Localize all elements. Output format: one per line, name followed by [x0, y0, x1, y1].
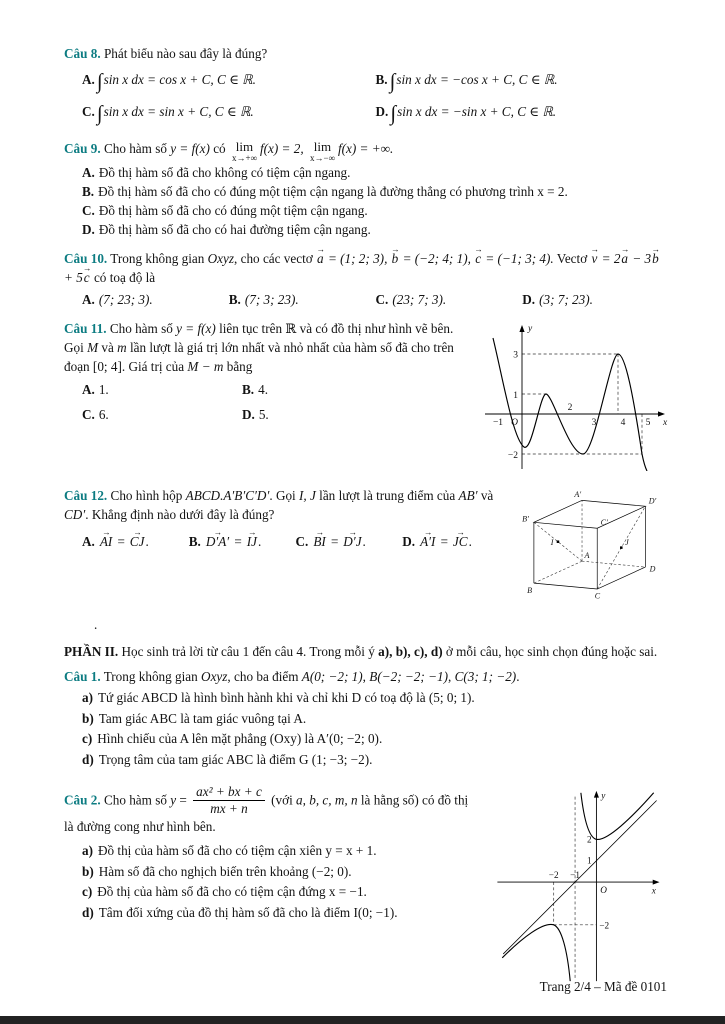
- option-c-text: 6.: [98, 407, 109, 422]
- tick-y-minus2: −2: [507, 451, 518, 461]
- equals-sign: =: [436, 534, 452, 549]
- label-J: J: [625, 538, 629, 548]
- question-11: [64, 319, 669, 476]
- text-fragment: , cho các vectơ: [234, 251, 317, 266]
- p2q2-body: [64, 785, 477, 924]
- option-a: [64, 163, 669, 182]
- function-graph: [477, 319, 669, 471]
- option-b: [229, 290, 376, 309]
- part2-heading: [64, 642, 669, 661]
- formula-fragment: y = f(x): [176, 321, 216, 336]
- text-fragment: .: [516, 669, 520, 684]
- option-a-label: A.: [82, 292, 95, 307]
- dashed-guides: [522, 354, 642, 454]
- option-c-formula: sin x dx = sin x + C, C ∈ ℝ.: [103, 104, 254, 119]
- text-fragment: Vectơ: [556, 251, 591, 266]
- y-axis-arrow: [519, 325, 524, 332]
- option-c-text: Đồ thị hàm số đã cho có đúng một tiệm cận ngang.: [98, 203, 368, 218]
- period: .: [362, 534, 366, 549]
- item-d-label: d): [82, 751, 94, 767]
- p2q2-text: [64, 785, 477, 837]
- option-d: [402, 532, 509, 551]
- question-10-options: [64, 290, 669, 309]
- tick-y-2: 2: [586, 833, 592, 844]
- option-b-label: B.: [188, 534, 201, 549]
- x-axis-label: x: [651, 885, 656, 896]
- formula-fragment: m: [117, 340, 127, 355]
- upper-branch: [581, 792, 654, 839]
- x-axis-label: x: [663, 418, 668, 428]
- lim-word: lim: [313, 139, 332, 154]
- question-12-options: [64, 532, 509, 551]
- question-11-text: [64, 319, 469, 376]
- equals-sign: =: [230, 534, 246, 549]
- formula-fragment: + 5: [64, 270, 83, 285]
- option-d: [242, 405, 402, 424]
- tick-x-3: 3: [591, 418, 597, 428]
- option-c: [82, 405, 242, 424]
- option-d-text: (3; 7; 23).: [539, 292, 593, 307]
- option-d-text: 5.: [258, 407, 269, 422]
- option-b-text: 4.: [258, 382, 268, 397]
- option-c-label: C.: [82, 407, 95, 422]
- option-a: [82, 532, 189, 551]
- vector-term: IJ →: [246, 532, 258, 551]
- tick-y-1: 1: [513, 391, 518, 401]
- text-fragment: =: [176, 791, 191, 807]
- item-c-text: Đồ thị của hàm số đã cho có tiệm cận đứng x = −1.: [97, 884, 367, 900]
- item-b: [64, 709, 669, 728]
- formula-fragment: I, J: [299, 488, 316, 503]
- p2q1-label: Câu 1.: [64, 669, 101, 684]
- option-d-text: Đồ thị hàm số đã cho có hai đường tiệm cận ngang.: [98, 222, 371, 237]
- tick-y-1: 1: [586, 855, 592, 866]
- item-d-text: Tâm đối xứng của đồ thị hàm số đã cho là điểm I(0; −1).: [98, 904, 398, 920]
- text-fragment: và: [98, 340, 118, 355]
- option-b: [189, 532, 296, 551]
- x-axis-arrow: [653, 879, 660, 884]
- question-11-body: [64, 319, 469, 424]
- item-a: [64, 841, 477, 860]
- vector-term: BI →: [312, 532, 326, 551]
- vector-v: v →: [590, 249, 598, 268]
- item-a-label: a): [82, 690, 93, 705]
- tick-y-minus2: −2: [599, 920, 610, 931]
- formula-fragment: a, b, c, m, n: [296, 791, 358, 807]
- option-c: [64, 201, 669, 220]
- option-c-label: C.: [295, 534, 309, 549]
- formula-fragment: f(x) = +∞.: [337, 141, 394, 156]
- x-axis-arrow: [658, 411, 665, 416]
- question-12-label: Câu 12.: [64, 488, 108, 503]
- question-12-figure: [517, 486, 669, 605]
- item-a-label: a): [82, 843, 93, 859]
- question-9-options: [64, 163, 669, 239]
- tick-x-minus1: −1: [570, 869, 580, 880]
- question-10-text: [64, 249, 669, 287]
- formula-fragment: = (1; 2; 3),: [324, 251, 391, 266]
- option-b-label: B.: [375, 72, 388, 87]
- option-d-label: D.: [82, 222, 95, 237]
- option-a: [82, 70, 376, 92]
- origin-label: O: [511, 418, 518, 428]
- label-D: D: [649, 564, 656, 574]
- text-fragment: là hằng số) có đồ thị là đường cong như hình bên.: [64, 791, 469, 835]
- question-11-options: [64, 380, 469, 424]
- text-fragment: liên tục trên ℝ và có đồ thị như hình vẽ bên. Gọi: [64, 321, 454, 355]
- option-a-label: A.: [82, 382, 95, 397]
- option-b: [242, 380, 402, 399]
- tick-x-minus1: −1: [492, 418, 504, 428]
- vector-b: b →: [391, 249, 400, 268]
- text-fragment: bằng: [223, 359, 253, 374]
- label-I: I: [550, 538, 554, 548]
- label-C: C: [594, 591, 601, 600]
- option-c: [82, 102, 376, 124]
- tick-x-2: 2: [567, 403, 573, 413]
- text-fragment: và: [477, 488, 494, 503]
- formula-fragment: f(x) = 2,: [259, 141, 304, 156]
- text-fragment: Trong không gian: [103, 669, 202, 684]
- lim-subscript: x→+∞: [231, 153, 257, 163]
- item-b-label: b): [82, 710, 94, 726]
- item-a: [64, 688, 669, 707]
- question-12-text: [64, 486, 509, 524]
- p2q2-label: Câu 2.: [64, 791, 101, 807]
- option-b-label: B.: [82, 184, 95, 199]
- option-c: [376, 290, 523, 309]
- formula-fragment: y = f(x): [170, 141, 210, 156]
- vector-term: CJ →: [129, 532, 146, 551]
- text-fragment: Trong không gian: [110, 251, 208, 266]
- p2q2-items: [64, 841, 477, 922]
- dashed-guides: [554, 796, 597, 979]
- integral-sign: ∫: [96, 101, 103, 125]
- question-12: [64, 486, 669, 605]
- question-8-text: [64, 44, 669, 63]
- option-c-label: C.: [375, 292, 389, 307]
- y-axis-arrow: [594, 790, 599, 797]
- item-c: [64, 882, 477, 901]
- option-d-label: D.: [402, 534, 416, 549]
- text-fragment: , cho ba điểm: [227, 669, 302, 684]
- item-d: [64, 903, 477, 922]
- formula-fragment: A(0; −2; 1): [301, 669, 363, 684]
- option-b: [376, 70, 670, 92]
- option-b-label: B.: [228, 292, 241, 307]
- item-b-text: Hàm số đã cho nghịch biến trên khoảng (−2; 0).: [98, 863, 352, 879]
- box-figure: [517, 486, 669, 600]
- option-a-label: A.: [82, 534, 95, 549]
- label-B-prime: B′: [522, 514, 529, 524]
- limit-notation: [310, 140, 335, 163]
- formula-fragment: B(−2; −2; −1): [369, 669, 448, 684]
- limit-notation: [232, 140, 257, 163]
- question-8-options: [64, 65, 669, 129]
- formula-fragment: = (−2; 4; 1),: [399, 251, 475, 266]
- text-fragment: có toạ độ là: [90, 270, 156, 285]
- text-fragment: (với: [267, 791, 297, 807]
- option-b-text: (7; 3; 23).: [244, 292, 299, 307]
- stray-dot: .: [94, 617, 98, 632]
- equals-sign: =: [113, 534, 129, 549]
- p2q1-items: [64, 688, 669, 769]
- vector-term: AI →: [99, 532, 113, 551]
- item-d-text: Trọng tâm của tam giác ABC là điểm G (1; −3; −2).: [98, 751, 373, 767]
- formula-fragment: AB′: [458, 488, 478, 503]
- period: .: [145, 534, 149, 549]
- option-b-text: Đồ thị hàm số đã cho có đúng một tiệm cận ngang là đường thẳng có phương trình x = 2.: [98, 184, 568, 199]
- label-A: A: [584, 550, 590, 560]
- formula-fragment: = 2: [598, 251, 621, 266]
- question-11-figure: [477, 319, 669, 476]
- label-C-prime: C′: [600, 517, 608, 527]
- option-d-label: D.: [375, 104, 389, 119]
- text-fragment: Cho hàm số: [103, 791, 171, 807]
- integral-sign: ∫: [390, 101, 397, 125]
- question-8-label: Câu 8.: [64, 46, 101, 61]
- option-a: [82, 290, 229, 309]
- text-fragment: lần lượt là trung điểm của: [315, 488, 459, 503]
- option-c-label: C.: [82, 203, 95, 218]
- option-a-text: (7; 23; 3).: [98, 292, 153, 307]
- formula-fragment: − 3: [629, 251, 652, 266]
- text-fragment: Học sinh trả lời từ câu 1 đến câu 4. Trong mỗi ý: [118, 644, 379, 659]
- option-a-label: A.: [82, 165, 95, 180]
- fraction-numerator: ax² + bx + c: [193, 785, 265, 802]
- item-c: [64, 729, 669, 748]
- part2-question-2: [64, 785, 669, 990]
- formula-fragment: y: [170, 791, 177, 807]
- option-a-formula: sin x dx = cos x + C, C ∈ ℝ.: [103, 72, 256, 87]
- text-fragment: ở mỗi câu, học sinh chọn đúng hoặc sai.: [442, 644, 658, 659]
- label-A-prime: A′: [574, 489, 582, 499]
- item-d-label: d): [82, 904, 94, 920]
- integral-sign: ∫: [389, 69, 396, 93]
- option-d: [522, 290, 669, 309]
- item-c-text: Hình chiếu của A lên mặt phẳng (Oxy) là A′(0; −2; 0).: [97, 731, 383, 746]
- option-c-text: (23; 7; 3).: [392, 292, 447, 307]
- text-fragment: lần lượt là giá trị lớn nhất và nhỏ nhất của hàm số đã cho trên đoạn [0; 4]. Giá trị của: [64, 340, 454, 374]
- part2-title: PHẦN II.: [64, 644, 119, 659]
- formula-fragment: CD′: [64, 507, 86, 522]
- lower-branch: [502, 924, 570, 981]
- point-I-marker: [557, 540, 560, 543]
- origin-label: O: [600, 884, 607, 895]
- formula-fragment: Oxyz: [207, 251, 235, 266]
- formula-fragment: M: [87, 340, 99, 355]
- integral-sign: ∫: [96, 69, 103, 93]
- period: .: [257, 534, 262, 549]
- y-axis-label: y: [528, 324, 533, 334]
- bold-fragment: a), b), c), d): [378, 644, 443, 659]
- option-b-formula: sin x dx = −cos x + C, C ∈ ℝ.: [396, 72, 558, 87]
- option-a-label: A.: [82, 72, 95, 87]
- tick-y-3: 3: [513, 350, 518, 361]
- formula-fragment: ABCD.A′B′C′D′: [185, 488, 270, 503]
- option-d-label: D.: [522, 292, 536, 307]
- tick-x-5: 5: [645, 418, 651, 428]
- option-a-text: 1.: [98, 382, 109, 397]
- item-c-label: c): [82, 731, 93, 746]
- label-D-prime: D′: [648, 496, 657, 506]
- item-b: [64, 862, 477, 881]
- label-B: B: [527, 586, 533, 596]
- vector-a: a →: [316, 249, 325, 268]
- item-d: [64, 750, 669, 769]
- equals-sign: =: [326, 534, 343, 549]
- vertex-labels: [522, 490, 656, 600]
- item-c-label: c): [82, 884, 93, 900]
- p2q2-figure: [485, 785, 669, 990]
- text-fragment: Cho hàm số: [103, 141, 171, 156]
- text-fragment: ,: [362, 669, 370, 684]
- question-9: [64, 139, 669, 239]
- vector-term: JC →: [452, 532, 469, 551]
- question-12-body: [64, 486, 509, 551]
- option-d-label: D.: [242, 407, 255, 422]
- text-fragment: có: [209, 141, 229, 156]
- option-d: [376, 102, 670, 124]
- item-b-text: Tam giác ABC là tam giác vuông tại A.: [98, 710, 307, 726]
- formula-fragment: M − m: [187, 359, 224, 374]
- option-c: [296, 532, 403, 551]
- item-a-text: Tứ giác ABCD là hình bình hành khi và chỉ khi D có toạ độ là (5; 0; 1).: [98, 690, 475, 705]
- page-edge: [0, 1016, 725, 1024]
- option-a-text: Đồ thị hàm số đã cho không có tiệm cận ngang.: [98, 165, 351, 180]
- hyperbola-graph: [485, 785, 669, 985]
- question-9-text: [64, 139, 669, 163]
- lim-subscript: x→−∞: [309, 153, 335, 163]
- option-b: [64, 182, 669, 201]
- fraction-denominator: mx + n: [210, 801, 248, 817]
- option-a: [82, 380, 242, 399]
- option-d: [64, 220, 669, 239]
- tick-x-minus2: −2: [548, 869, 559, 880]
- item-a-text: Đồ thị của hàm số đã cho có tiệm cận xiên y = x + 1.: [98, 843, 377, 859]
- tick-x-4: 4: [620, 418, 626, 428]
- question-11-label: Câu 11.: [64, 321, 107, 336]
- vector-term: A′I →: [419, 532, 436, 551]
- vector-a: a →: [620, 249, 629, 268]
- point-J-marker: [620, 546, 623, 549]
- vector-c: c →: [83, 268, 91, 287]
- item-b-label: b): [82, 863, 94, 879]
- vector-b: b →: [651, 249, 660, 268]
- text-fragment: Cho hàm số: [109, 321, 177, 336]
- y-axis-label: y: [601, 790, 606, 801]
- period: .: [468, 534, 472, 549]
- option-c-label: C.: [82, 104, 95, 119]
- question-8-stem: Phát biểu nào sau đây là đúng?: [103, 46, 268, 61]
- fraction: [193, 785, 265, 818]
- page-footer: Trang 2/4 – Mã đề 0101: [539, 979, 667, 994]
- part2-question-1: [64, 667, 669, 769]
- formula-fragment: C(3; 1; −2): [454, 669, 517, 684]
- text-fragment: ,: [447, 669, 455, 684]
- formula-fragment: Oxyz: [201, 669, 228, 684]
- option-b-label: B.: [242, 382, 255, 397]
- p2q1-text: [64, 667, 669, 686]
- question-9-label: Câu 9.: [64, 141, 101, 156]
- vector-c: c →: [474, 249, 482, 268]
- option-d-formula: sin x dx = −sin x + C, C ∈ ℝ.: [397, 104, 557, 119]
- text-fragment: . Khẳng định nào dưới đây là đúng?: [85, 507, 275, 522]
- text-fragment: . Gọi: [269, 488, 300, 503]
- lim-word: lim: [235, 139, 254, 154]
- formula-fragment: = (−1; 3; 4).: [482, 251, 554, 266]
- question-10-label: Câu 10.: [64, 251, 108, 266]
- vector-term: D′J →: [342, 532, 362, 551]
- question-10: [64, 249, 669, 309]
- question-8: [64, 44, 669, 129]
- text-fragment: Cho hình hộp: [110, 488, 186, 503]
- vector-term: D′A′ →: [205, 532, 230, 551]
